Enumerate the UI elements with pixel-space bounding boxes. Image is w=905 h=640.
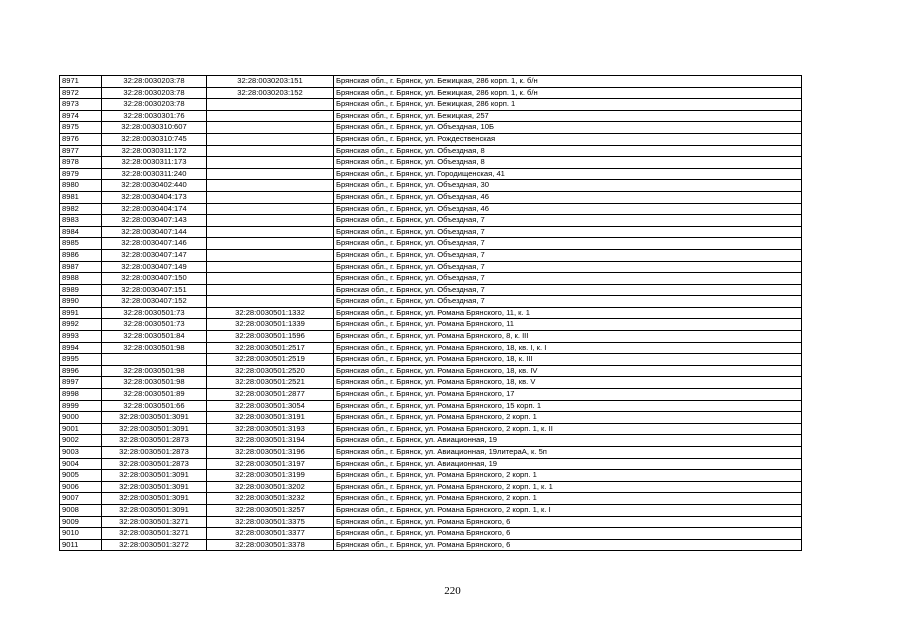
object-cadastral-cell [207, 168, 334, 180]
table-row [60, 226, 802, 238]
table-row [60, 528, 802, 540]
row-number-cell: 9003 [60, 447, 102, 459]
parcel-cadastral-cell: 32:28:0030501:3271 [102, 516, 207, 528]
object-cadastral-cell [207, 284, 334, 296]
parcel-cadastral-cell: 32:28:0030501:2873 [102, 458, 207, 470]
table-row [60, 435, 802, 447]
table-row [60, 215, 802, 227]
address-cell: Брянская обл., г. Брянск, ул. Городищенская, 41 [334, 168, 802, 180]
address-cell: Брянская обл., г. Брянск, ул. Объездная, 7 [334, 273, 802, 285]
row-number-cell: 8976 [60, 133, 102, 145]
object-cadastral-cell [207, 226, 334, 238]
address-cell: Брянская обл., г. Брянск, ул. Романа Брянского, 2 корп. 1 [334, 470, 802, 482]
parcel-cadastral-cell: 32:28:0030203:78 [102, 99, 207, 111]
parcel-cadastral-cell: 32:28:0030407:149 [102, 261, 207, 273]
address-cell: Брянская обл., г. Брянск, ул. Объездная, 8 [334, 157, 802, 169]
object-cadastral-cell [207, 180, 334, 192]
parcel-cadastral-cell: 32:28:0030311:240 [102, 168, 207, 180]
address-cell: Брянская обл., г. Брянск, ул. Бежицкая, 286 корп. 1, к. б/н [334, 76, 802, 88]
object-cadastral-cell [207, 261, 334, 273]
row-number-cell: 9007 [60, 493, 102, 505]
row-number-cell: 8975 [60, 122, 102, 134]
address-cell: Брянская обл., г. Брянск, ул. Романа Брянского, 17 [334, 389, 802, 401]
parcel-cadastral-cell: 32:28:0030501:3091 [102, 481, 207, 493]
row-number-cell: 8993 [60, 331, 102, 343]
row-number-cell: 8982 [60, 203, 102, 215]
address-cell: Брянская обл., г. Брянск, ул. Романа Брянского, 6 [334, 516, 802, 528]
address-cell: Брянская обл., г. Брянск, ул. Романа Брянского, 18, кв. I, к. I [334, 342, 802, 354]
row-number-cell: 9002 [60, 435, 102, 447]
address-cell: Брянская обл., г. Брянск, ул. Романа Брянского, 6 [334, 528, 802, 540]
address-cell: Брянская обл., г. Брянск, ул. Романа Брянского, 11, к. 1 [334, 307, 802, 319]
object-cadastral-cell [207, 145, 334, 157]
table-row [60, 296, 802, 308]
address-cell: Брянская обл., г. Брянск, ул. Авиационная, 19 [334, 435, 802, 447]
object-cadastral-cell: 32:28:0030501:3194 [207, 435, 334, 447]
parcel-cadastral-cell: 32:28:0030501:84 [102, 331, 207, 343]
address-cell: Брянская обл., г. Брянск, ул. Романа Брянского, 2 корп. 1, к. 1 [334, 481, 802, 493]
object-cadastral-cell [207, 122, 334, 134]
table-row [60, 249, 802, 261]
parcel-cadastral-cell: 32:28:0030311:172 [102, 145, 207, 157]
table-row [60, 203, 802, 215]
address-cell: Брянская обл., г. Брянск, ул. Объездная, 30 [334, 180, 802, 192]
row-number-cell: 8991 [60, 307, 102, 319]
table-row [60, 122, 802, 134]
parcel-cadastral-cell: 32:28:0030310:607 [102, 122, 207, 134]
address-cell: Брянская обл., г. Брянск, ул. Романа Брянского, 2 корп. 1 [334, 493, 802, 505]
object-cadastral-cell [207, 99, 334, 111]
parcel-cadastral-cell: 32:28:0030407:143 [102, 215, 207, 227]
address-cell: Брянская обл., г. Брянск, ул. Объездная, 7 [334, 238, 802, 250]
row-number-cell: 9006 [60, 481, 102, 493]
parcel-cadastral-cell: 32:28:0030501:98 [102, 365, 207, 377]
table-row [60, 516, 802, 528]
address-cell: Брянская обл., г. Брянск, ул. Романа Брянского, 18, к. III [334, 354, 802, 366]
address-cell: Брянская обл., г. Брянск, ул. Объездная, 7 [334, 296, 802, 308]
table-row [60, 458, 802, 470]
row-number-cell: 8971 [60, 76, 102, 88]
address-cell: Брянская обл., г. Брянск, ул. Бежицкая, 286 корп. 1 [334, 99, 802, 111]
row-number-cell: 8999 [60, 400, 102, 412]
row-number-cell: 8990 [60, 296, 102, 308]
parcel-cadastral-cell: 32:28:0030501:89 [102, 389, 207, 401]
parcel-cadastral-cell: 32:28:0030407:152 [102, 296, 207, 308]
row-number-cell: 9009 [60, 516, 102, 528]
row-number-cell: 8977 [60, 145, 102, 157]
address-cell: Брянская обл., г. Брянск, ул. Объездная, 7 [334, 261, 802, 273]
page-number: 220 [444, 585, 461, 597]
parcel-cadastral-cell: 32:28:0030404:173 [102, 191, 207, 203]
row-number-cell: 8994 [60, 342, 102, 354]
parcel-cadastral-cell: 32:28:0030501:3271 [102, 528, 207, 540]
registry-table [59, 75, 802, 551]
object-cadastral-cell: 32:28:0030501:3257 [207, 504, 334, 516]
table-row [60, 191, 802, 203]
object-cadastral-cell [207, 191, 334, 203]
object-cadastral-cell: 32:28:0030501:2521 [207, 377, 334, 389]
table-row [60, 539, 802, 551]
object-cadastral-cell: 32:28:0030501:3196 [207, 447, 334, 459]
table-row [60, 389, 802, 401]
parcel-cadastral-cell: 32:28:0030501:2873 [102, 447, 207, 459]
parcel-cadastral-cell: 32:28:0030501:73 [102, 319, 207, 331]
address-cell: Брянская обл., г. Брянск, ул. Авиационная, 19литераА, к. 5п [334, 447, 802, 459]
row-number-cell: 8997 [60, 377, 102, 389]
registry-table-body [60, 76, 802, 551]
table-row [60, 412, 802, 424]
address-cell: Брянская обл., г. Брянск, ул. Объездная, 7 [334, 215, 802, 227]
table-row [60, 470, 802, 482]
row-number-cell: 8980 [60, 180, 102, 192]
object-cadastral-cell [207, 238, 334, 250]
row-number-cell: 9010 [60, 528, 102, 540]
object-cadastral-cell: 32:28:0030501:3197 [207, 458, 334, 470]
row-number-cell: 8973 [60, 99, 102, 111]
table-row [60, 447, 802, 459]
row-number-cell: 9005 [60, 470, 102, 482]
table-row [60, 284, 802, 296]
table-row [60, 168, 802, 180]
table-row [60, 261, 802, 273]
row-number-cell: 9008 [60, 504, 102, 516]
address-cell: Брянская обл., г. Брянск, ул. Объездная, 46 [334, 191, 802, 203]
row-number-cell: 8987 [60, 261, 102, 273]
table-row [60, 342, 802, 354]
row-number-cell: 8988 [60, 273, 102, 285]
parcel-cadastral-cell: 32:28:0030501:3091 [102, 412, 207, 424]
table-row [60, 377, 802, 389]
parcel-cadastral-cell: 32:28:0030301:76 [102, 110, 207, 122]
row-number-cell: 9004 [60, 458, 102, 470]
address-cell: Брянская обл., г. Брянск, ул. Объездная, 7 [334, 284, 802, 296]
address-cell: Брянская обл., г. Брянск, ул. Авиационная, 19 [334, 458, 802, 470]
object-cadastral-cell [207, 110, 334, 122]
object-cadastral-cell: 32:28:0030501:3054 [207, 400, 334, 412]
row-number-cell: 8984 [60, 226, 102, 238]
parcel-cadastral-cell: 32:28:0030501:73 [102, 307, 207, 319]
address-cell: Брянская обл., г. Брянск, ул. Объездная, 10Б [334, 122, 802, 134]
row-number-cell: 8992 [60, 319, 102, 331]
address-cell: Брянская обл., г. Брянск, ул. Объездная, 8 [334, 145, 802, 157]
row-number-cell: 8983 [60, 215, 102, 227]
row-number-cell: 9011 [60, 539, 102, 551]
object-cadastral-cell: 32:28:0030203:152 [207, 87, 334, 99]
table-row [60, 99, 802, 111]
row-number-cell: 8985 [60, 238, 102, 250]
address-cell: Брянская обл., г. Брянск, ул. Бежицкая, 286 корп. 1, к. б/н [334, 87, 802, 99]
parcel-cadastral-cell: 32:28:0030501:66 [102, 400, 207, 412]
address-cell: Брянская обл., г. Брянск, ул. Романа Брянского, 6 [334, 539, 802, 551]
table-row [60, 481, 802, 493]
table-row [60, 87, 802, 99]
parcel-cadastral-cell: 32:28:0030407:150 [102, 273, 207, 285]
object-cadastral-cell: 32:28:0030203:151 [207, 76, 334, 88]
row-number-cell: 8978 [60, 157, 102, 169]
object-cadastral-cell: 32:28:0030501:1339 [207, 319, 334, 331]
address-cell: Брянская обл., г. Брянск, ул. Романа Брянского, 2 корп. 1, к. I [334, 504, 802, 516]
table-row [60, 145, 802, 157]
parcel-cadastral-cell: 32:28:0030501:98 [102, 342, 207, 354]
row-number-cell: 8989 [60, 284, 102, 296]
parcel-cadastral-cell: 32:28:0030310:745 [102, 133, 207, 145]
object-cadastral-cell [207, 157, 334, 169]
row-number-cell: 8979 [60, 168, 102, 180]
address-cell: Брянская обл., г. Брянск, ул. Романа Брянского, 8, к. III [334, 331, 802, 343]
address-cell: Брянская обл., г. Брянск, ул. Романа Брянского, 2 корп. 1, к. II [334, 423, 802, 435]
object-cadastral-cell: 32:28:0030501:2517 [207, 342, 334, 354]
row-number-cell: 8981 [60, 191, 102, 203]
object-cadastral-cell: 32:28:0030501:2520 [207, 365, 334, 377]
object-cadastral-cell: 32:28:0030501:1332 [207, 307, 334, 319]
row-number-cell: 8972 [60, 87, 102, 99]
table-row [60, 365, 802, 377]
table-row [60, 331, 802, 343]
address-cell: Брянская обл., г. Брянск, ул. Романа Брянского, 18, кв. V [334, 377, 802, 389]
parcel-cadastral-cell: 32:28:0030501:3272 [102, 539, 207, 551]
object-cadastral-cell: 32:28:0030501:2877 [207, 389, 334, 401]
parcel-cadastral-cell: 32:28:0030203:78 [102, 87, 207, 99]
object-cadastral-cell: 32:28:0030501:3375 [207, 516, 334, 528]
parcel-cadastral-cell [102, 354, 207, 366]
object-cadastral-cell: 32:28:0030501:3378 [207, 539, 334, 551]
object-cadastral-cell: 32:28:0030501:3377 [207, 528, 334, 540]
object-cadastral-cell [207, 203, 334, 215]
object-cadastral-cell [207, 215, 334, 227]
object-cadastral-cell [207, 296, 334, 308]
object-cadastral-cell: 32:28:0030501:1596 [207, 331, 334, 343]
table-row [60, 238, 802, 250]
object-cadastral-cell: 32:28:0030501:3199 [207, 470, 334, 482]
object-cadastral-cell: 32:28:0030501:2519 [207, 354, 334, 366]
parcel-cadastral-cell: 32:28:0030501:3091 [102, 504, 207, 516]
row-number-cell: 8974 [60, 110, 102, 122]
parcel-cadastral-cell: 32:28:0030501:3091 [102, 470, 207, 482]
table-row [60, 400, 802, 412]
address-cell: Брянская обл., г. Брянск, ул. Романа Брянского, 2 корп. 1 [334, 412, 802, 424]
parcel-cadastral-cell: 32:28:0030501:98 [102, 377, 207, 389]
row-number-cell: 8996 [60, 365, 102, 377]
object-cadastral-cell: 32:28:0030501:3193 [207, 423, 334, 435]
row-number-cell: 8995 [60, 354, 102, 366]
parcel-cadastral-cell: 32:28:0030407:146 [102, 238, 207, 250]
table-row [60, 273, 802, 285]
row-number-cell: 9001 [60, 423, 102, 435]
table-row [60, 319, 802, 331]
address-cell: Брянская обл., г. Брянск, ул. Романа Брянского, 11 [334, 319, 802, 331]
row-number-cell: 8998 [60, 389, 102, 401]
table-row [60, 157, 802, 169]
address-cell: Брянская обл., г. Брянск, ул. Бежицкая, 257 [334, 110, 802, 122]
object-cadastral-cell: 32:28:0030501:3232 [207, 493, 334, 505]
table-row [60, 307, 802, 319]
parcel-cadastral-cell: 32:28:0030311:173 [102, 157, 207, 169]
object-cadastral-cell: 32:28:0030501:3191 [207, 412, 334, 424]
table-row [60, 504, 802, 516]
address-cell: Брянская обл., г. Брянск, ул. Объездная, 46 [334, 203, 802, 215]
table-row [60, 493, 802, 505]
table-row [60, 180, 802, 192]
object-cadastral-cell [207, 133, 334, 145]
address-cell: Брянская обл., г. Брянск, ул. Романа Брянского, 15 корп. 1 [334, 400, 802, 412]
parcel-cadastral-cell: 32:28:0030203:78 [102, 76, 207, 88]
row-number-cell: 9000 [60, 412, 102, 424]
table-row [60, 76, 802, 88]
parcel-cadastral-cell: 32:28:0030407:147 [102, 249, 207, 261]
address-cell: Брянская обл., г. Брянск, ул. Объездная, 7 [334, 249, 802, 261]
parcel-cadastral-cell: 32:28:0030402:440 [102, 180, 207, 192]
table-row [60, 110, 802, 122]
table-row [60, 423, 802, 435]
address-cell: Брянская обл., г. Брянск, ул. Романа Брянского, 18, кв. IV [334, 365, 802, 377]
table-row [60, 133, 802, 145]
object-cadastral-cell: 32:28:0030501:3202 [207, 481, 334, 493]
table-row [60, 354, 802, 366]
object-cadastral-cell [207, 249, 334, 261]
parcel-cadastral-cell: 32:28:0030501:2873 [102, 435, 207, 447]
address-cell: Брянская обл., г. Брянск, ул. Объездная, 7 [334, 226, 802, 238]
parcel-cadastral-cell: 32:28:0030404:174 [102, 203, 207, 215]
parcel-cadastral-cell: 32:28:0030501:3091 [102, 423, 207, 435]
parcel-cadastral-cell: 32:28:0030407:151 [102, 284, 207, 296]
address-cell: Брянская обл., г. Брянск, ул. Рождественская [334, 133, 802, 145]
parcel-cadastral-cell: 32:28:0030407:144 [102, 226, 207, 238]
object-cadastral-cell [207, 273, 334, 285]
row-number-cell: 8986 [60, 249, 102, 261]
parcel-cadastral-cell: 32:28:0030501:3091 [102, 493, 207, 505]
